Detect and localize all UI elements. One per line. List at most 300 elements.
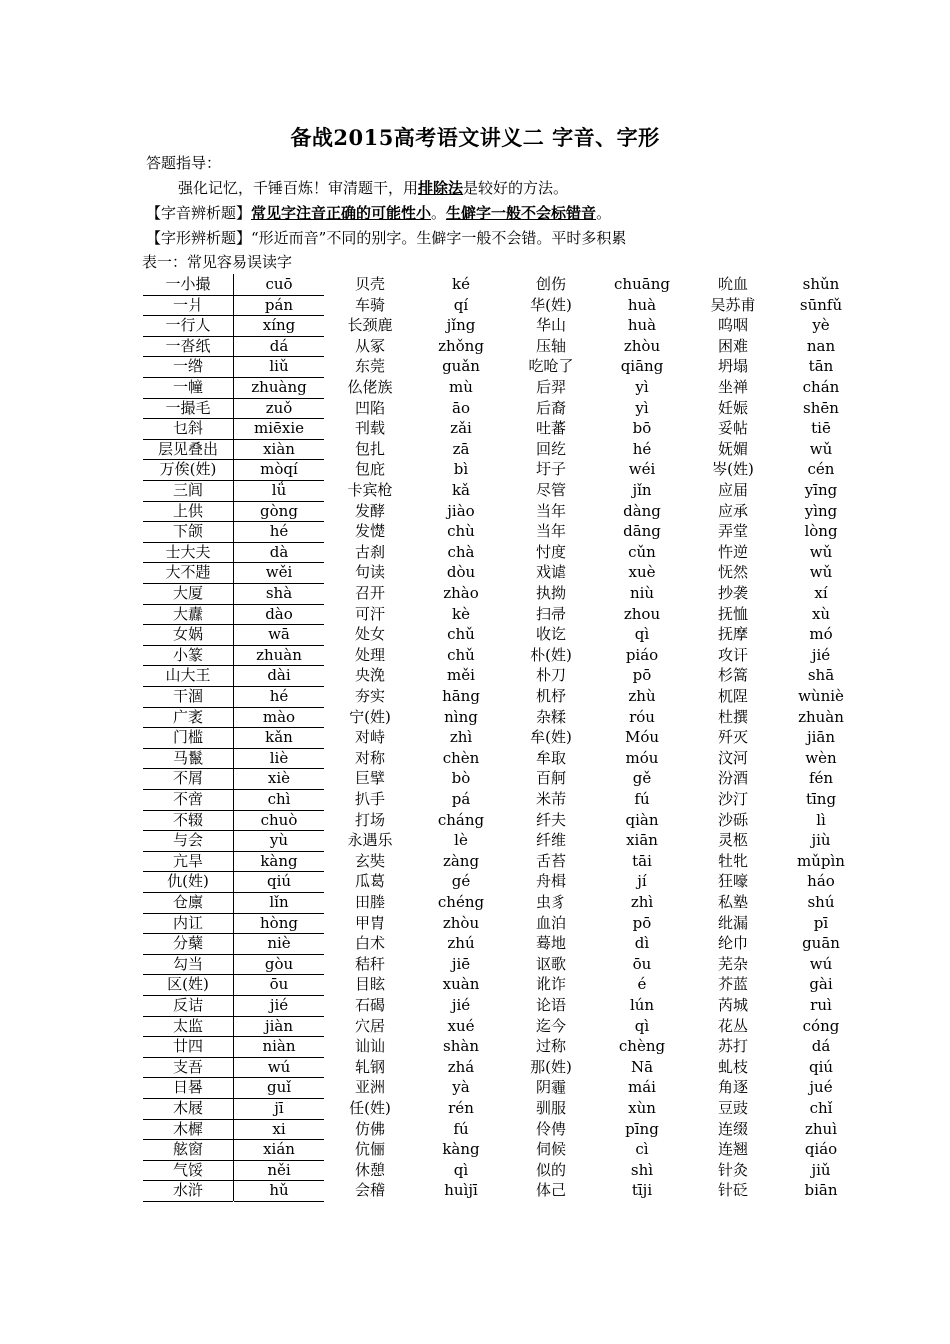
word-b-cell: 巨擘 bbox=[354, 769, 385, 788]
word-d-cell: 吮血 bbox=[717, 275, 748, 293]
word-c-cell: 机杼 bbox=[535, 687, 566, 705]
pinyin-b-cell: jǐng bbox=[446, 316, 476, 335]
pinyin-c-cell: dì bbox=[634, 934, 650, 953]
pinyin-b-cell: chèn bbox=[442, 748, 480, 767]
word-d-cell: 芮城 bbox=[717, 996, 748, 1014]
pinyin-d-cell: jiān bbox=[806, 728, 836, 747]
word-b-cell: 发酵 bbox=[354, 501, 385, 520]
pinyin-a-cell: hé bbox=[234, 521, 324, 543]
word-d-cell: 困难 bbox=[717, 336, 748, 355]
word-d-cell: 坐禅 bbox=[717, 378, 748, 396]
word-c-cell: 驯服 bbox=[535, 1099, 566, 1117]
pinyin-d-cell: wèn bbox=[805, 748, 837, 767]
pinyin-a-cell: hé bbox=[234, 686, 324, 708]
pinyin-c-cell: niù bbox=[629, 584, 655, 602]
word-a-cell: 支吾 bbox=[143, 1057, 233, 1079]
pinyin-c-cell: shì bbox=[630, 1160, 654, 1179]
word-c-cell: 后羿 bbox=[535, 378, 566, 396]
pinyin-c-cell: yì bbox=[635, 378, 649, 396]
word-d-cell: 花丛 bbox=[717, 1016, 748, 1035]
word-d-cell: 忤逆 bbox=[717, 542, 748, 561]
pinyin-a-cell: niè bbox=[234, 933, 324, 955]
pinyin-c-cell: qì bbox=[634, 625, 650, 644]
pinyin-d-cell: jiǔ bbox=[811, 1160, 831, 1179]
pinyin-a-cell: dá bbox=[234, 336, 324, 358]
pinyin-b-cell: chù bbox=[447, 522, 475, 541]
pinyin-a-cell: xián bbox=[234, 1139, 324, 1161]
word-b-cell: 包扎 bbox=[354, 439, 385, 458]
word-b-cell: 长颈鹿 bbox=[347, 316, 393, 335]
word-d-cell: 怃然 bbox=[717, 563, 748, 582]
word-d-cell: 虬枝 bbox=[717, 1057, 748, 1076]
form-tip: 【字形辨析题】“形近而音”不同的别字。生僻字一般不会错。平时多积累 bbox=[146, 229, 627, 247]
word-b-cell: 永遇乐 bbox=[347, 831, 393, 850]
pinyin-d-cell: qiú bbox=[808, 1057, 834, 1076]
pinyin-d-cell: pī bbox=[813, 913, 829, 932]
word-c-cell: 纤夫 bbox=[535, 810, 566, 829]
word-a-cell: 区(姓) bbox=[143, 974, 233, 996]
word-c-cell: 讴歌 bbox=[535, 954, 566, 973]
pinyin-c-cell: cì bbox=[635, 1140, 649, 1159]
pinyin-d-cell: wú bbox=[809, 954, 833, 973]
word-d-cell: 杌陧 bbox=[717, 687, 748, 705]
pinyin-c-cell: hé bbox=[632, 439, 652, 458]
word-a-cell: 三闾 bbox=[143, 480, 233, 502]
pinyin-d-cell: cén bbox=[807, 460, 835, 479]
pinyin-b-cell: pá bbox=[451, 790, 471, 808]
pinyin-c-cell: dàng bbox=[623, 501, 661, 520]
pinyin-c-cell: xiān bbox=[626, 831, 658, 850]
pinyin-b-cell: guǎn bbox=[442, 357, 480, 376]
word-c-cell: 舌苔 bbox=[535, 851, 566, 870]
pinyin-d-cell: nan bbox=[806, 336, 836, 355]
pinyin-d-cell: yìng bbox=[804, 501, 838, 520]
word-c-cell: 执拗 bbox=[535, 584, 566, 602]
pinyin-b-cell: xué bbox=[447, 1016, 475, 1035]
pinyin-b-cell: huìjī bbox=[444, 1181, 478, 1200]
word-d-cell: 应届 bbox=[717, 481, 748, 499]
pinyin-a-cell: kàng bbox=[234, 851, 324, 873]
pron-text-d: 生僻字一般不会标错音 bbox=[446, 204, 597, 222]
word-c-cell: 血泊 bbox=[535, 913, 566, 932]
page-title: 备战2015高考语文讲义二 字音、字形 bbox=[290, 125, 660, 150]
word-a-cell: 一沓纸 bbox=[143, 336, 233, 358]
word-c-cell: 百舸 bbox=[535, 769, 566, 788]
pinyin-b-cell: chà bbox=[447, 542, 475, 561]
word-a-cell: 一幢 bbox=[143, 377, 233, 399]
word-a-cell: 廿四 bbox=[143, 1036, 233, 1058]
pinyin-c-cell: zhou bbox=[623, 604, 661, 623]
pinyin-c-cell: gě bbox=[632, 769, 652, 788]
pinyin-d-cell: lì bbox=[816, 810, 826, 829]
pinyin-c-cell: yì bbox=[635, 398, 649, 417]
word-c-cell: 收讫 bbox=[535, 625, 566, 644]
pinyin-a-cell: dà bbox=[234, 542, 324, 564]
pinyin-b-cell: bì bbox=[453, 460, 469, 479]
pinyin-d-cell: mó bbox=[809, 625, 833, 644]
word-a-cell: 广袤 bbox=[143, 707, 233, 729]
word-c-cell: 过称 bbox=[535, 1037, 566, 1056]
word-b-cell: 央浼 bbox=[354, 666, 385, 685]
pinyin-c-cell: ōu bbox=[632, 954, 652, 973]
word-a-cell: 木屐 bbox=[143, 1098, 233, 1120]
word-c-cell: 忖度 bbox=[535, 542, 566, 561]
pinyin-c-cell: zhòu bbox=[623, 336, 661, 355]
pinyin-c-cell: jǐn bbox=[632, 481, 652, 499]
word-a-cell: 大厦 bbox=[143, 583, 233, 605]
pinyin-b-cell: kǎ bbox=[451, 481, 471, 499]
word-b-cell: 夯实 bbox=[354, 687, 385, 705]
word-d-cell: 针灸 bbox=[717, 1160, 748, 1179]
word-a-cell: 木樨 bbox=[143, 1119, 233, 1141]
word-b-cell: 包庇 bbox=[354, 460, 385, 479]
word-d-cell: 抚恤 bbox=[717, 604, 748, 623]
word-c-cell: 吐蕃 bbox=[535, 419, 566, 438]
pinyin-b-cell: lè bbox=[454, 831, 468, 850]
pinyin-d-cell: shēn bbox=[803, 398, 839, 417]
pinyin-c-cell: Móu bbox=[624, 728, 660, 747]
word-c-cell: 压轴 bbox=[535, 336, 566, 355]
pinyin-c-cell: jí bbox=[637, 872, 647, 891]
pinyin-b-cell: jié bbox=[451, 996, 471, 1014]
word-d-cell: 坍塌 bbox=[717, 357, 748, 376]
pinyin-d-cell: wǔ bbox=[809, 439, 833, 458]
word-c-cell: 圩子 bbox=[535, 460, 566, 479]
pinyin-d-cell: chǐ bbox=[809, 1099, 833, 1117]
word-d-cell: 芜杂 bbox=[717, 954, 748, 973]
pinyin-d-cell: wǔ bbox=[809, 542, 833, 561]
word-b-cell: 石碣 bbox=[354, 996, 385, 1014]
guide-text-a: 强化记忆，千锤百炼！审清题干，用 bbox=[178, 179, 419, 197]
word-a-cell: 分蘖 bbox=[143, 933, 233, 955]
pinyin-b-cell: zhǒng bbox=[438, 336, 484, 355]
word-b-cell: 田塍 bbox=[354, 893, 385, 911]
word-a-cell: 气馁 bbox=[143, 1160, 233, 1182]
word-c-cell: 朴刀 bbox=[535, 666, 566, 685]
pinyin-c-cell: mái bbox=[628, 1078, 656, 1097]
pinyin-c-cell: zhù bbox=[628, 687, 656, 705]
word-c-cell: 华(姓) bbox=[530, 295, 572, 314]
pinyin-a-cell: jī bbox=[234, 1098, 324, 1120]
pinyin-c-cell: qì bbox=[634, 1016, 650, 1035]
pinyin-b-cell: zàng bbox=[442, 851, 480, 870]
pinyin-d-cell: chán bbox=[802, 378, 840, 396]
word-a-cell: 一绺 bbox=[143, 356, 233, 378]
pinyin-b-cell: měi bbox=[447, 666, 475, 685]
word-a-cell: 干涸 bbox=[143, 686, 233, 708]
word-a-cell: 小篆 bbox=[143, 645, 233, 667]
pinyin-d-cell: fén bbox=[808, 769, 834, 788]
pinyin-b-cell: xuàn bbox=[442, 975, 480, 994]
word-a-cell: 大纛 bbox=[143, 604, 233, 626]
word-c-cell: 迄今 bbox=[535, 1016, 566, 1035]
word-d-cell: 攻讦 bbox=[717, 645, 748, 664]
word-a-cell: 太监 bbox=[143, 1016, 233, 1038]
word-a-cell: 勾当 bbox=[143, 954, 233, 976]
word-c-cell: 扫帚 bbox=[535, 604, 566, 623]
word-d-cell: 汶河 bbox=[717, 748, 748, 767]
guide-label: 答题指导： bbox=[146, 154, 222, 172]
pinyin-a-cell: xi bbox=[234, 1119, 324, 1141]
word-d-cell: 呜咽 bbox=[717, 316, 748, 335]
pinyin-c-cell: chuāng bbox=[614, 275, 670, 293]
word-c-cell: 虫豸 bbox=[535, 893, 566, 911]
pinyin-b-cell: chǔ bbox=[447, 625, 475, 644]
word-b-cell: 仿佛 bbox=[354, 1119, 385, 1138]
pinyin-d-cell: xí bbox=[814, 584, 828, 602]
pinyin-b-cell: bò bbox=[451, 769, 471, 788]
pinyin-a-cell: pán bbox=[234, 295, 324, 317]
word-b-cell: 对称 bbox=[354, 748, 385, 767]
word-c-cell: 吃呛了 bbox=[528, 357, 574, 376]
pinyin-b-cell: zhào bbox=[443, 584, 479, 602]
word-b-cell: 任(姓) bbox=[349, 1099, 391, 1117]
pron-text-a: 【字音辨析题】 bbox=[146, 204, 252, 222]
pinyin-a-cell: lǐn bbox=[234, 892, 324, 914]
pinyin-d-cell: sūnfǔ bbox=[799, 295, 843, 314]
word-a-cell: 下颌 bbox=[143, 521, 233, 543]
word-c-cell: 创伤 bbox=[535, 275, 566, 293]
pinyin-a-cell: jiàn bbox=[234, 1016, 324, 1038]
word-d-cell: 私塾 bbox=[717, 893, 748, 911]
word-c-cell: 似的 bbox=[535, 1160, 566, 1179]
pinyin-d-cell: jié bbox=[811, 645, 831, 664]
pinyin-b-cell: zhú bbox=[447, 934, 475, 953]
word-b-cell: 卡宾枪 bbox=[347, 481, 393, 499]
pinyin-c-cell: pō bbox=[632, 666, 652, 685]
word-d-cell: 沙汀 bbox=[717, 790, 748, 808]
word-c-cell: 华山 bbox=[535, 316, 566, 335]
pinyin-c-cell: dāng bbox=[623, 522, 661, 541]
word-b-cell: 伉俪 bbox=[354, 1140, 385, 1159]
guide-line bbox=[178, 177, 568, 198]
word-a-cell: 大不韪 bbox=[143, 562, 233, 584]
word-b-cell: 秸秆 bbox=[354, 954, 385, 973]
pinyin-d-cell: dá bbox=[811, 1037, 831, 1056]
word-b-cell: 召开 bbox=[354, 584, 385, 602]
pinyin-a-cell: ōu bbox=[234, 974, 324, 996]
pinyin-c-cell: lún bbox=[629, 996, 655, 1014]
word-d-cell: 沙砾 bbox=[717, 810, 748, 829]
pinyin-d-cell: biān bbox=[804, 1181, 838, 1200]
word-a-cell: 亢旱 bbox=[143, 851, 233, 873]
pinyin-c-cell: chèng bbox=[618, 1037, 666, 1056]
pinyin-b-cell: zǎi bbox=[450, 419, 472, 438]
pinyin-a-cell: dài bbox=[234, 665, 324, 687]
word-d-cell: 妥帖 bbox=[717, 419, 748, 438]
pinyin-a-cell: zhuàng bbox=[234, 377, 324, 399]
word-d-cell: 吴苏甫 bbox=[710, 295, 756, 314]
word-b-cell: 刊载 bbox=[354, 419, 385, 438]
word-a-cell: 女娲 bbox=[143, 624, 233, 646]
pinyin-a-cell: gòu bbox=[234, 954, 324, 976]
pinyin-d-cell: tīng bbox=[805, 790, 837, 808]
pron-text-c: 。 bbox=[431, 204, 447, 222]
pinyin-c-cell: pō bbox=[632, 913, 652, 932]
pinyin-b-cell: rén bbox=[448, 1099, 474, 1117]
word-d-cell: 苏打 bbox=[717, 1037, 748, 1056]
pinyin-d-cell: guān bbox=[802, 934, 840, 953]
word-c-cell: 纤维 bbox=[535, 831, 566, 850]
word-c-cell: 舟楫 bbox=[535, 872, 566, 891]
word-d-cell: 歼灭 bbox=[717, 728, 748, 747]
word-d-cell: 纶巾 bbox=[717, 934, 748, 953]
word-d-cell: 角逐 bbox=[717, 1078, 748, 1097]
pinyin-c-cell: é bbox=[637, 975, 647, 994]
pinyin-a-cell: lǘ bbox=[234, 480, 324, 502]
pinyin-b-cell: gé bbox=[451, 872, 471, 891]
word-d-cell: 岑(姓) bbox=[712, 460, 754, 479]
pinyin-d-cell: tān bbox=[808, 357, 834, 376]
pinyin-b-cell: āo bbox=[452, 398, 470, 417]
word-b-cell: 亚洲 bbox=[354, 1078, 385, 1097]
pinyin-b-cell: jiē bbox=[451, 954, 471, 973]
pron-text-e: 。 bbox=[596, 204, 612, 222]
word-b-cell: 处女 bbox=[354, 625, 385, 644]
pinyin-c-cell: róu bbox=[629, 707, 655, 726]
word-c-cell: 牟取 bbox=[535, 748, 566, 767]
pinyin-c-cell: wéi bbox=[628, 460, 656, 479]
pinyin-a-cell: guǐ bbox=[234, 1077, 324, 1099]
pinyin-b-cell: zhòu bbox=[442, 913, 480, 932]
word-a-cell: 一行人 bbox=[143, 315, 233, 337]
pinyin-c-cell: bō bbox=[632, 419, 652, 438]
pinyin-a-cell: niàn bbox=[234, 1036, 324, 1058]
pinyin-c-cell: Nā bbox=[630, 1057, 654, 1076]
pinyin-d-cell: háo bbox=[807, 872, 835, 891]
pinyin-d-cell: zhuì bbox=[804, 1119, 838, 1138]
pinyin-b-cell: fú bbox=[453, 1119, 469, 1138]
word-d-cell: 抄袭 bbox=[717, 584, 748, 602]
pinyin-a-cell: xiàn bbox=[234, 439, 324, 461]
pinyin-a-cell: dào bbox=[234, 604, 324, 626]
pinyin-a-cell: jié bbox=[234, 995, 324, 1017]
word-d-cell: 连缀 bbox=[717, 1119, 748, 1138]
word-a-cell: 与会 bbox=[143, 830, 233, 852]
word-b-cell: 凹陷 bbox=[354, 398, 385, 417]
word-b-cell: 目眩 bbox=[354, 975, 385, 994]
word-b-cell: 仫佬族 bbox=[347, 378, 393, 396]
pinyin-b-cell: nìng bbox=[444, 707, 478, 726]
pinyin-c-cell: xùn bbox=[628, 1099, 656, 1117]
pinyin-d-cell: wǔ bbox=[809, 563, 833, 582]
pinyin-c-cell: tāi bbox=[632, 851, 652, 870]
word-c-cell: 阴霾 bbox=[535, 1078, 566, 1097]
word-b-cell: 对峙 bbox=[354, 728, 385, 747]
word-d-cell: 妊娠 bbox=[717, 398, 748, 417]
pinyin-a-cell: qiú bbox=[234, 871, 324, 893]
pinyin-b-cell: zā bbox=[452, 439, 470, 458]
word-b-cell: 古刹 bbox=[354, 542, 385, 561]
word-c-cell: 回纥 bbox=[535, 439, 566, 458]
pinyin-c-cell: piáo bbox=[625, 645, 659, 664]
pinyin-c-cell: pīng bbox=[625, 1119, 659, 1138]
pinyin-b-cell: qí bbox=[453, 295, 469, 314]
word-d-cell: 芥蓝 bbox=[717, 975, 748, 994]
pinyin-a-cell: zuǒ bbox=[234, 398, 324, 420]
pinyin-a-cell: wā bbox=[234, 624, 324, 646]
word-b-cell: 从冢 bbox=[354, 336, 385, 355]
pinyin-d-cell: qiáo bbox=[804, 1140, 838, 1159]
word-d-cell: 牡牝 bbox=[717, 851, 748, 870]
pinyin-c-cell: huà bbox=[627, 316, 657, 335]
word-b-cell: 可汗 bbox=[354, 604, 385, 623]
word-b-cell: 扒手 bbox=[354, 790, 385, 808]
word-b-cell: 贝壳 bbox=[354, 275, 385, 293]
word-a-cell: 上供 bbox=[143, 501, 233, 523]
word-c-cell: 杂糅 bbox=[535, 707, 566, 726]
word-a-cell: 内讧 bbox=[143, 913, 233, 935]
word-d-cell: 针砭 bbox=[717, 1181, 748, 1200]
pinyin-c-cell: xuè bbox=[628, 563, 656, 582]
pinyin-a-cell: hǔ bbox=[234, 1180, 324, 1202]
pinyin-c-cell: cǔn bbox=[628, 542, 656, 561]
pinyin-b-cell: zhá bbox=[447, 1057, 475, 1076]
pinyin-b-cell: jiào bbox=[447, 501, 475, 520]
word-b-cell: 会稽 bbox=[354, 1181, 385, 1200]
pinyin-c-cell: qiāng bbox=[620, 357, 664, 376]
pinyin-a-cell: xiè bbox=[234, 768, 324, 790]
word-a-cell: 仓廪 bbox=[143, 892, 233, 914]
word-b-cell: 句读 bbox=[354, 563, 385, 582]
pinyin-d-cell: mǔpìn bbox=[797, 851, 845, 870]
pinyin-b-cell: cháng bbox=[437, 810, 485, 829]
word-c-cell: 戏谑 bbox=[535, 563, 566, 582]
word-c-cell: 后裔 bbox=[535, 398, 566, 417]
pinyin-b-cell: kàng bbox=[442, 1140, 480, 1159]
word-a-cell: 马鬣 bbox=[143, 748, 233, 770]
table-caption: 表一：常见容易误读字 bbox=[142, 253, 293, 271]
pinyin-c-cell: huà bbox=[627, 295, 657, 314]
word-d-cell: 杉篙 bbox=[717, 666, 748, 685]
pinyin-c-cell: qiàn bbox=[625, 810, 659, 829]
word-b-cell: 休憩 bbox=[354, 1160, 385, 1179]
word-a-cell: 不屑 bbox=[143, 768, 233, 790]
pinyin-b-cell: chǔ bbox=[447, 645, 475, 664]
word-b-cell: 东莞 bbox=[354, 357, 385, 376]
pinyin-a-cell: cuō bbox=[234, 274, 324, 296]
word-c-cell: 伶俜 bbox=[535, 1119, 566, 1138]
pinyin-a-cell: chuò bbox=[234, 810, 324, 832]
word-c-cell: 米芾 bbox=[535, 790, 566, 808]
word-a-cell: 不辍 bbox=[143, 810, 233, 832]
pinyin-c-cell: fú bbox=[634, 790, 650, 808]
word-b-cell: 讪讪 bbox=[354, 1037, 385, 1056]
pinyin-b-cell: qì bbox=[453, 1160, 469, 1179]
pinyin-a-cell: zhuàn bbox=[234, 645, 324, 667]
pinyin-b-cell: hāng bbox=[442, 687, 480, 705]
pinyin-a-cell: xíng bbox=[234, 315, 324, 337]
word-a-cell: 舷窗 bbox=[143, 1139, 233, 1161]
word-a-cell: 反诘 bbox=[143, 995, 233, 1017]
word-a-cell: 日晷 bbox=[143, 1077, 233, 1099]
word-d-cell: 杜撰 bbox=[717, 707, 748, 726]
word-d-cell: 弄堂 bbox=[717, 522, 748, 541]
pinyin-a-cell: gòng bbox=[234, 501, 324, 523]
word-c-cell: 伺候 bbox=[535, 1140, 566, 1159]
word-a-cell: 万俟(姓) bbox=[143, 459, 233, 481]
word-b-cell: 甲胄 bbox=[354, 913, 385, 932]
pinyin-a-cell: něi bbox=[234, 1160, 324, 1182]
word-c-cell: 体己 bbox=[535, 1181, 566, 1200]
pinyin-b-cell: shàn bbox=[443, 1037, 479, 1056]
word-b-cell: 玄奘 bbox=[354, 851, 385, 870]
word-b-cell: 宁(姓) bbox=[349, 707, 391, 726]
pinyin-a-cell: hòng bbox=[234, 913, 324, 935]
pinyin-d-cell: tiē bbox=[811, 419, 831, 438]
word-a-cell: 层见叠出 bbox=[143, 439, 233, 461]
word-c-cell: 讹诈 bbox=[535, 975, 566, 994]
